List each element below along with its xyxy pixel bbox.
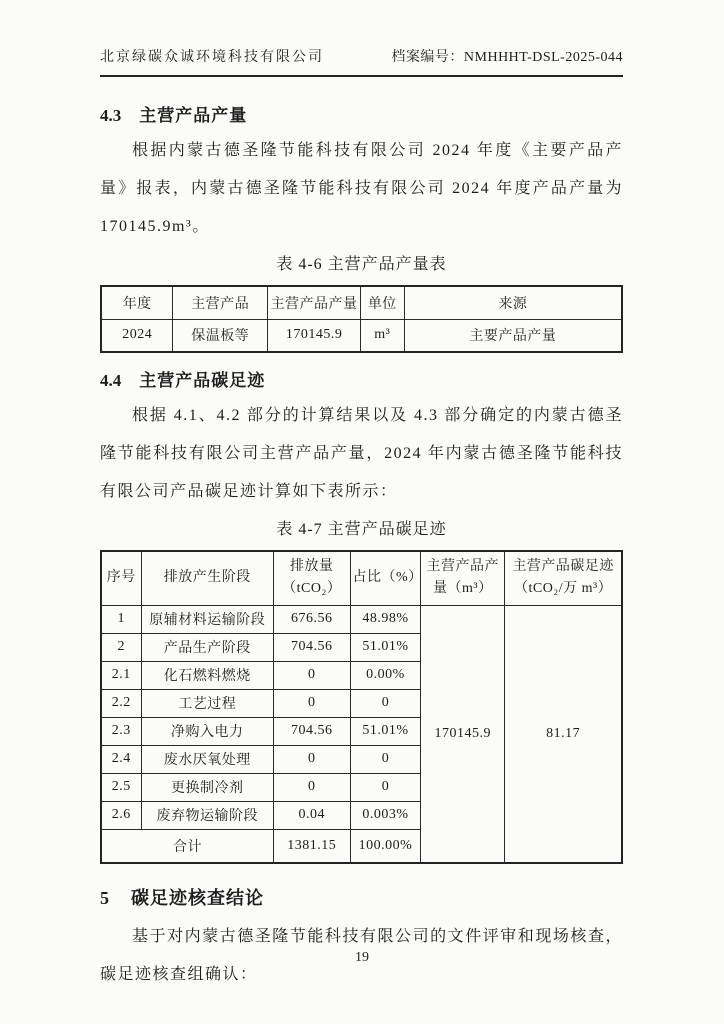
table-cell: 2.1 [101, 661, 141, 689]
table-cell: 主要产品产量 [404, 319, 622, 352]
table-cell: 0 [350, 773, 421, 801]
table-cell: 2.2 [101, 689, 141, 717]
table-cell: 704.56 [273, 633, 350, 661]
file-number-label: 档案编号： [391, 50, 464, 65]
section-heading-4-3 [100, 101, 623, 126]
paragraph-4-4: 根据 4.1、4.2 部分的计算结果以及 4.3 部分确定的内蒙古德圣隆节能科技有限公司主营产品产量，2024 年内蒙古德圣隆节能科技有限公司产品碳足迹计算如下表所示： [100, 407, 623, 500]
table-cell: 0.04 [273, 801, 350, 829]
column-header: 单位 [360, 286, 404, 319]
table-4-7 [100, 550, 623, 864]
section-number: 4.4 [100, 371, 122, 390]
table-cell: 2.3 [101, 717, 141, 745]
page-header [100, 46, 623, 77]
table-cell: 废弃物运输阶段 [141, 801, 273, 829]
table-cell: 净购入电力 [141, 717, 273, 745]
table-cell: 1 [101, 605, 141, 633]
table-cell: 化石燃料燃烧 [141, 661, 273, 689]
table-row [101, 319, 622, 352]
table-cell: 0 [273, 773, 350, 801]
page-number: 19 [355, 950, 369, 965]
table-cell: 0 [350, 745, 421, 773]
column-header: 排放量（tCO₂） [273, 551, 350, 605]
table-cell: 0 [273, 745, 350, 773]
section-title: 主营产品碳足迹 [139, 371, 266, 390]
header-company-name: 北京绿碳众诚环境科技有限公司 [100, 50, 324, 65]
table-cell: 676.56 [273, 605, 350, 633]
table-header-row [101, 286, 622, 319]
section-heading-5 [100, 884, 623, 910]
section-number: 4.3 [100, 106, 122, 125]
table-cell: 704.56 [273, 717, 350, 745]
table-cell: 0 [350, 689, 421, 717]
section-title: 主营产品产量 [139, 106, 248, 125]
table-row [101, 605, 622, 633]
table-cell: 2024 [101, 319, 173, 352]
table-4-6-caption: 表 4-6 主营产品产量表 [276, 256, 447, 273]
total-label-cell: 合计 [101, 829, 273, 863]
table-cell: 废水厌氧处理 [141, 745, 273, 773]
table-cell: 51.01% [350, 717, 421, 745]
table-cell: 工艺过程 [141, 689, 273, 717]
column-header: 主营产品产量（m³） [421, 551, 505, 605]
merged-cell-footprint: 81.17 [505, 605, 622, 863]
column-header: 排放产生阶段 [141, 551, 273, 605]
total-share-cell: 100.00% [350, 829, 421, 863]
table-cell: 保温板等 [173, 319, 268, 352]
table-cell: 0.00% [350, 661, 421, 689]
column-header: 主营产品产量 [268, 286, 361, 319]
table-cell: 0.003% [350, 801, 421, 829]
column-header: 来源 [404, 286, 622, 319]
table-cell: 2.6 [101, 801, 141, 829]
column-header: 序号 [101, 551, 141, 605]
table-4-6 [100, 285, 623, 353]
header-file-number [391, 46, 623, 66]
section-number: 5 [100, 888, 109, 908]
table-cell: 2.4 [101, 745, 141, 773]
table-cell: 51.01% [350, 633, 421, 661]
table-cell: 170145.9 [268, 319, 361, 352]
merged-cell-product-volume: 170145.9 [421, 605, 505, 863]
column-header: 主营产品碳足迹（tCO₂/万 m³） [505, 551, 622, 605]
section-title: 碳足迹核查结论 [131, 888, 264, 908]
paragraph-5: 基于对内蒙古德圣隆节能科技有限公司的文件评审和现场核查，碳足迹核查组确认： [100, 928, 623, 983]
table-cell: 产品生产阶段 [141, 633, 273, 661]
table-cell: 2 [101, 633, 141, 661]
file-number-value: NMHHHT-DSL-2025-044 [463, 50, 623, 65]
column-header: 占比（%） [350, 551, 421, 605]
column-header: 年度 [101, 286, 173, 319]
table-cell: 2.5 [101, 773, 141, 801]
table-cell: 48.98% [350, 605, 421, 633]
table-header-row [101, 551, 622, 605]
section-heading-4-4 [100, 366, 623, 391]
paragraph-4-3: 根据内蒙古德圣隆节能科技有限公司 2024 年度《主要产品产量》报表，内蒙古德圣隆节能科技有限公司 2024 年度产品产量为 170145.9m³。 [100, 142, 623, 235]
table-cell: 原辅材料运输阶段 [141, 605, 273, 633]
column-header: 主营产品 [173, 286, 268, 319]
table-cell: m³ [360, 319, 404, 352]
table-cell: 更换制冷剂 [141, 773, 273, 801]
table-cell: 0 [273, 661, 350, 689]
table-cell: 0 [273, 689, 350, 717]
table-4-7-caption: 表 4-7 主营产品碳足迹 [276, 521, 447, 538]
total-emission-cell: 1381.15 [273, 829, 350, 863]
